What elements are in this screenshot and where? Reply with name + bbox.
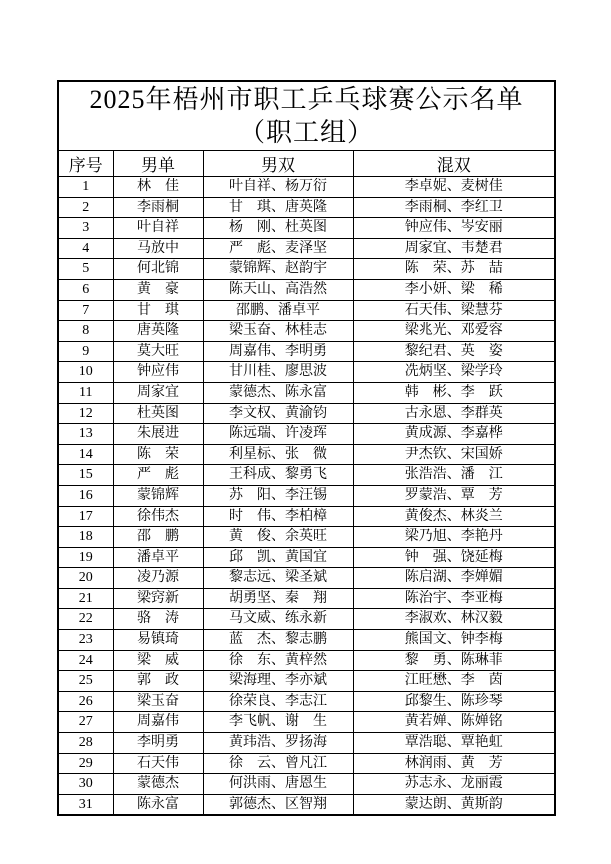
table-row [58, 733, 555, 754]
mens-doubles-cell: 李飞帆、谢 生 [203, 712, 353, 733]
row-number-cell: 9 [58, 341, 113, 362]
table-row [58, 321, 555, 342]
table-row [58, 506, 555, 527]
mixed-doubles-cell: 黄俊杰、林炎兰 [353, 506, 555, 527]
table-row [58, 341, 555, 362]
page-title [58, 81, 555, 151]
mens-singles-cell: 徐伟杰 [113, 506, 203, 527]
mens-singles-cell: 梁玉奋 [113, 691, 203, 712]
mixed-doubles-cell: 张浩浩、潘 江 [353, 465, 555, 486]
mens-doubles-cell: 蒙德杰、陈永富 [203, 382, 353, 403]
mens-singles-cell: 梁 威 [113, 650, 203, 671]
mens-doubles-cell: 何洪雨、唐恩生 [203, 774, 353, 795]
mixed-doubles-cell: 李淑欢、林汉毅 [353, 609, 555, 630]
mens-doubles-cell: 叶自祥、杨万衍 [203, 177, 353, 198]
row-number-cell: 28 [58, 733, 113, 754]
mixed-doubles-cell: 黄若婵、陈婵铭 [353, 712, 555, 733]
mixed-doubles-cell: 李雨桐、李红卫 [353, 197, 555, 218]
table-row [58, 568, 555, 589]
page-title-line2: （职工组） [239, 118, 375, 147]
mens-singles-cell: 李明勇 [113, 733, 203, 754]
mens-singles-cell: 凌乃源 [113, 568, 203, 589]
mens-doubles-cell: 徐荣良、李志江 [203, 691, 353, 712]
row-number-cell: 13 [58, 424, 113, 445]
row-number-cell: 14 [58, 444, 113, 465]
mens-doubles-cell: 周嘉伟、李明勇 [203, 341, 353, 362]
mixed-doubles-cell: 江旺懋、李 茵 [353, 671, 555, 692]
row-number-cell: 20 [58, 568, 113, 589]
table-row [58, 444, 555, 465]
mens-singles-cell: 周家宜 [113, 382, 203, 403]
table-row [58, 259, 555, 280]
mens-singles-cell: 陈 荣 [113, 444, 203, 465]
mens-doubles-cell: 甘 琪、唐英隆 [203, 197, 353, 218]
row-number-cell: 10 [58, 362, 113, 383]
table-row [58, 794, 555, 815]
mixed-doubles-cell: 林润雨、黄 芳 [353, 753, 555, 774]
mens-doubles-cell: 严 彪、麦泽坚 [203, 238, 353, 259]
mens-doubles-cell: 陈远瑞、许凌珲 [203, 424, 353, 445]
mens-singles-cell: 陈永富 [113, 794, 203, 815]
mens-doubles-cell: 时 伟、李柏樟 [203, 506, 353, 527]
mens-doubles-cell: 黄玮浩、罗扬海 [203, 733, 353, 754]
mixed-doubles-cell: 邱黎生、陈珍琴 [353, 691, 555, 712]
mixed-doubles-cell: 覃浩聪、覃艳虹 [353, 733, 555, 754]
mens-doubles-cell: 梁玉奋、林桂志 [203, 321, 353, 342]
mixed-doubles-cell: 冼炳坚、梁学玲 [353, 362, 555, 383]
mens-doubles-cell: 苏 阳、李汪锡 [203, 485, 353, 506]
mixed-doubles-cell: 周家宜、韦楚君 [353, 238, 555, 259]
table-row [58, 465, 555, 486]
row-number-cell: 7 [58, 300, 113, 321]
row-number-cell: 15 [58, 465, 113, 486]
mixed-doubles-cell: 熊国文、钟李梅 [353, 630, 555, 651]
column-header-number: 序号 [58, 151, 113, 177]
mens-singles-cell: 钟应伟 [113, 362, 203, 383]
row-number-cell: 18 [58, 527, 113, 548]
mens-singles-cell: 唐英隆 [113, 321, 203, 342]
mens-doubles-cell: 郭德杰、区智翔 [203, 794, 353, 815]
mens-doubles-cell: 邵鹏、潘卓平 [203, 300, 353, 321]
table-row [58, 691, 555, 712]
mens-doubles-cell: 王科成、黎勇飞 [203, 465, 353, 486]
mens-doubles-cell: 甘川桂、廖思波 [203, 362, 353, 383]
table-row [58, 362, 555, 383]
table-row [58, 424, 555, 445]
table-row [58, 609, 555, 630]
mens-singles-cell: 何北锦 [113, 259, 203, 280]
row-number-cell: 3 [58, 218, 113, 239]
table-row [58, 177, 555, 198]
mens-doubles-cell: 杨 刚、杜英图 [203, 218, 353, 239]
table-row [58, 218, 555, 239]
mens-singles-cell: 莫大旺 [113, 341, 203, 362]
row-number-cell: 5 [58, 259, 113, 280]
table-row [58, 279, 555, 300]
mens-doubles-cell: 徐 东、黄梓然 [203, 650, 353, 671]
mixed-doubles-cell: 黄成源、李嘉桦 [353, 424, 555, 445]
mixed-doubles-cell: 梁兆光、邓爱容 [353, 321, 555, 342]
column-header-mixed-doubles: 混双 [353, 151, 555, 177]
mens-doubles-cell: 胡勇坚、秦 翔 [203, 588, 353, 609]
row-number-cell: 16 [58, 485, 113, 506]
mixed-doubles-cell: 古永恩、李群英 [353, 403, 555, 424]
mens-doubles-cell: 邱 凯、黄国宜 [203, 547, 353, 568]
mens-singles-cell: 李雨桐 [113, 197, 203, 218]
row-number-cell: 27 [58, 712, 113, 733]
mixed-doubles-cell: 李卓妮、麦树佳 [353, 177, 555, 198]
mens-singles-cell: 易镇琦 [113, 630, 203, 651]
row-number-cell: 23 [58, 630, 113, 651]
table-row [58, 712, 555, 733]
mens-doubles-cell: 马文威、练永新 [203, 609, 353, 630]
roster-table-body [58, 177, 555, 816]
page-title-line1: 2025年梧州市职工乒乓球赛公示名单 [89, 85, 524, 114]
row-number-cell: 1 [58, 177, 113, 198]
mens-doubles-cell: 利星标、张 微 [203, 444, 353, 465]
mixed-doubles-cell: 钟 强、饶延梅 [353, 547, 555, 568]
row-number-cell: 24 [58, 650, 113, 671]
table-row [58, 403, 555, 424]
mens-doubles-cell: 梁海理、李亦斌 [203, 671, 353, 692]
mens-singles-cell: 蒙德杰 [113, 774, 203, 795]
mens-doubles-cell: 李文权、黄渝钧 [203, 403, 353, 424]
mixed-doubles-cell: 陈启湖、李婵媚 [353, 568, 555, 589]
mixed-doubles-cell: 钟应伟、岑安丽 [353, 218, 555, 239]
table-row [58, 547, 555, 568]
mixed-doubles-cell: 黎纪君、英 姿 [353, 341, 555, 362]
mens-singles-cell: 叶自祥 [113, 218, 203, 239]
table-row [58, 588, 555, 609]
mixed-doubles-cell: 石天伟、梁慧芬 [353, 300, 555, 321]
table-row [58, 300, 555, 321]
mens-doubles-cell: 蒙锦辉、赵韵宇 [203, 259, 353, 280]
table-row [58, 197, 555, 218]
column-header-mens-singles: 男单 [113, 151, 203, 177]
row-number-cell: 11 [58, 382, 113, 403]
row-number-cell: 19 [58, 547, 113, 568]
mens-singles-cell: 杜英图 [113, 403, 203, 424]
mixed-doubles-cell: 韩 彬、李 跃 [353, 382, 555, 403]
row-number-cell: 17 [58, 506, 113, 527]
table-row [58, 485, 555, 506]
mens-singles-cell: 马放中 [113, 238, 203, 259]
mixed-doubles-cell: 黎 勇、陈琳菲 [353, 650, 555, 671]
row-number-cell: 8 [58, 321, 113, 342]
mixed-doubles-cell: 陈治宇、李亚梅 [353, 588, 555, 609]
mens-singles-cell: 周嘉伟 [113, 712, 203, 733]
row-number-cell: 26 [58, 691, 113, 712]
row-number-cell: 6 [58, 279, 113, 300]
mens-singles-cell: 甘 琪 [113, 300, 203, 321]
row-number-cell: 29 [58, 753, 113, 774]
table-row [58, 671, 555, 692]
column-header-mens-doubles: 男双 [203, 151, 353, 177]
mens-doubles-cell: 黄 俊、余英旺 [203, 527, 353, 548]
roster-table [57, 80, 556, 816]
mens-singles-cell: 石天伟 [113, 753, 203, 774]
mens-doubles-cell: 陈天山、高浩然 [203, 279, 353, 300]
mixed-doubles-cell: 罗蒙浩、覃 芳 [353, 485, 555, 506]
mens-doubles-cell: 黎志远、梁圣斌 [203, 568, 353, 589]
mens-singles-cell: 骆 涛 [113, 609, 203, 630]
row-number-cell: 25 [58, 671, 113, 692]
mixed-doubles-cell: 陈 荣、苏 喆 [353, 259, 555, 280]
title-row [58, 81, 555, 151]
table-row [58, 753, 555, 774]
mens-singles-cell: 梁窍新 [113, 588, 203, 609]
header-row [58, 151, 555, 177]
table-row [58, 630, 555, 651]
mens-doubles-cell: 蓝 杰、黎志鹏 [203, 630, 353, 651]
mens-singles-cell: 林 佳 [113, 177, 203, 198]
row-number-cell: 4 [58, 238, 113, 259]
mens-singles-cell: 黄 豪 [113, 279, 203, 300]
row-number-cell: 31 [58, 794, 113, 815]
row-number-cell: 12 [58, 403, 113, 424]
mens-singles-cell: 潘卓平 [113, 547, 203, 568]
row-number-cell: 22 [58, 609, 113, 630]
table-row [58, 382, 555, 403]
table-row [58, 650, 555, 671]
mixed-doubles-cell: 苏志永、龙丽霞 [353, 774, 555, 795]
mixed-doubles-cell: 蒙达朗、黄斯韵 [353, 794, 555, 815]
mens-singles-cell: 邵 鹏 [113, 527, 203, 548]
row-number-cell: 21 [58, 588, 113, 609]
row-number-cell: 2 [58, 197, 113, 218]
row-number-cell: 30 [58, 774, 113, 795]
mixed-doubles-cell: 尹杰钦、宋国娇 [353, 444, 555, 465]
table-row [58, 238, 555, 259]
table-row [58, 527, 555, 548]
mens-singles-cell: 严 彪 [113, 465, 203, 486]
mens-singles-cell: 朱展进 [113, 424, 203, 445]
mens-singles-cell: 蒙锦辉 [113, 485, 203, 506]
mixed-doubles-cell: 梁乃旭、李艳丹 [353, 527, 555, 548]
table-row [58, 774, 555, 795]
mixed-doubles-cell: 李小妍、梁 稀 [353, 279, 555, 300]
mens-doubles-cell: 徐 云、曾凡江 [203, 753, 353, 774]
mens-singles-cell: 郭 政 [113, 671, 203, 692]
